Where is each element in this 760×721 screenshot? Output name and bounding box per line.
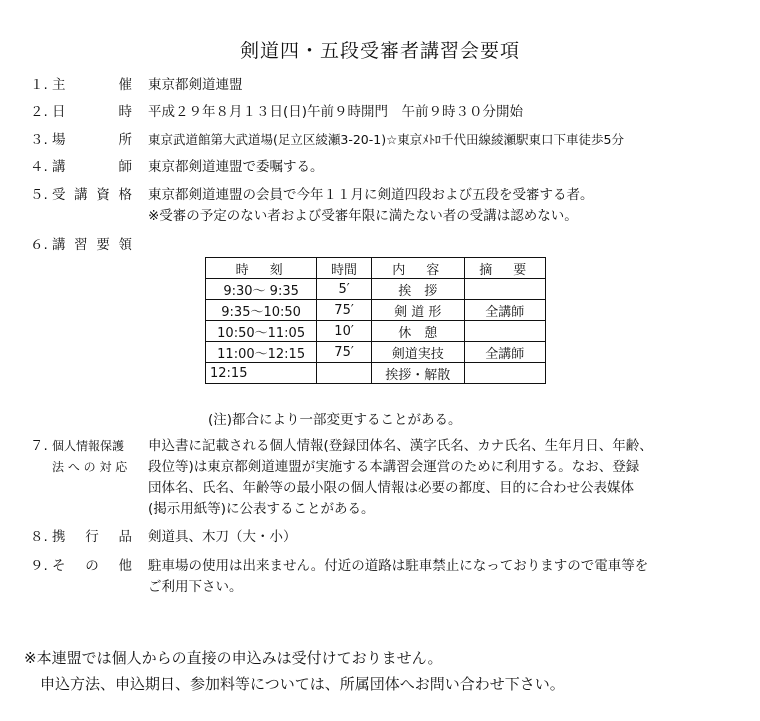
item-5-label-char: 資 [96, 187, 110, 203]
item-5-label-char: 受 [52, 187, 66, 203]
item-2-label-char: 日 [52, 104, 66, 120]
item-1-label-char: 催 [118, 77, 132, 93]
schedule-time: 9:35～10:50 [206, 300, 317, 321]
item-3-label [52, 131, 132, 149]
item-2-label [52, 103, 132, 121]
item-6-label [52, 236, 132, 254]
item-9-label-char: そ [52, 558, 66, 574]
item-5-number: ５. [30, 187, 48, 203]
schedule-content: 休 憩 [371, 321, 464, 342]
item-9-text-line: ご利用下さい。 [148, 579, 243, 595]
schedule-remarks: 全講師 [464, 342, 545, 363]
item-5-value-note: ※受審の予定のない者および受審年限に満たない者の受講は認めない。 [148, 208, 578, 224]
schedule-content: 剣 道 形 [371, 300, 464, 321]
item-1-label [52, 76, 132, 94]
schedule-content: 挨 拶 [371, 279, 464, 300]
item-9-label [52, 557, 132, 575]
schedule-row [206, 363, 546, 384]
item-6-label-char: 習 [74, 237, 88, 253]
schedule-time: 11:00～12:15 [206, 342, 317, 363]
item-3-number: ３. [30, 132, 48, 148]
schedule-duration: 10′ [317, 321, 372, 342]
item-7-text-line: (掲示用紙等)に公表することがある。 [148, 501, 375, 517]
item-6-label-char: 講 [52, 237, 66, 253]
item-3-value: 東京武道館第大武道場(足立区綾瀬3-20-1)☆東京ﾒﾄﾛ千代田線綾瀬駅東口下車徒歩5分 [148, 132, 624, 147]
item-3-label-char: 所 [118, 132, 132, 148]
schedule-row [206, 342, 546, 363]
item-5-label-char: 講 [74, 187, 88, 203]
item-8-label-char: 品 [118, 529, 132, 545]
schedule-remarks [464, 279, 545, 300]
item-7-text-line: 団体名、氏名、年齢等の最小限の個人情報は必要の都度、目的に合わせ公表媒体 [148, 480, 634, 496]
schedule-row [206, 300, 546, 321]
item-3-label-char: 場 [52, 132, 66, 148]
item-9-number: ９. [30, 558, 48, 574]
item-4-value: 東京都剣道連盟で委嘱する。 [148, 159, 324, 175]
item-4-label-char: 講 [52, 159, 66, 175]
schedule-header-content: 内 容 [371, 258, 464, 279]
item-7-text-line: 段位等)は東京都剣道連盟が実施する本講習会運営のために利用する。なお、登録 [148, 459, 640, 475]
schedule-header-row [206, 258, 546, 279]
item-7-text-line: 申込書に記載される個人情報(登録団体名、漢字氏名、カナ氏名、生年月日、年齢、 [148, 438, 653, 454]
schedule-time: 12:15 [206, 363, 317, 384]
item-6-label-char: 領 [118, 237, 132, 253]
item-8-label [52, 528, 132, 546]
item-9-text-line: 駐車場の使用は出来ません。付近の道路は駐車禁止になっておりますので電車等を [148, 558, 649, 574]
item-6-number: ６. [30, 237, 48, 253]
item-5-label [52, 186, 132, 204]
item-8-value: 剣道具、木刀（大・小） [148, 529, 297, 545]
schedule-remarks [464, 321, 545, 342]
footer-notice: ※本連盟では個人からの直接の申込みは受付けておりません。 [24, 649, 443, 667]
item-5-label-char: 格 [118, 187, 132, 203]
item-6-label-char: 要 [96, 237, 110, 253]
item-1-value: 東京都剣道連盟 [148, 77, 243, 93]
item-2-label-char: 時 [118, 104, 132, 120]
item-1-label-char: 主 [52, 77, 66, 93]
schedule-row [206, 279, 546, 300]
item-5-value: 東京都剣道連盟の会員で今年１１月に剣道四段および五段を受審する者。 [148, 187, 594, 203]
page-title: 剣道四・五段受審者講習会要項 [239, 40, 520, 62]
item-4-number: ４. [30, 159, 48, 175]
schedule-remarks [464, 363, 545, 384]
footer-contact-note: 申込方法、申込期日、参加料等については、所属団体へお問い合わせ下さい。 [40, 675, 565, 693]
schedule-content: 挨拶・解散 [371, 363, 464, 384]
item-9-label-char: 他 [118, 558, 132, 574]
schedule-duration [317, 363, 372, 384]
schedule-table [205, 257, 546, 384]
schedule-header-duration: 時間 [317, 258, 372, 279]
item-8-number: ８. [30, 529, 48, 545]
item-2-value: 平成２９年８月１３日(日)午前９時開門 午前９時３０分開始 [148, 104, 524, 120]
schedule-duration: 5′ [317, 279, 372, 300]
item-4-label [52, 158, 132, 176]
item-7-label-line1: 個人情報保護 [52, 439, 125, 453]
item-1-number: １. [30, 77, 48, 93]
schedule-header-remarks: 摘 要 [464, 258, 545, 279]
schedule-content: 剣道実技 [371, 342, 464, 363]
item-2-number: ２. [30, 104, 48, 120]
schedule-header-time: 時 刻 [206, 258, 317, 279]
item-7-number: ７. [30, 438, 48, 454]
schedule-remarks: 全講師 [464, 300, 545, 321]
item-7-label-line2: 法 へ の 対 応 [52, 460, 128, 474]
schedule-time: 9:30～ 9:35 [206, 279, 317, 300]
schedule-row [206, 321, 546, 342]
schedule-duration: 75′ [317, 342, 372, 363]
item-8-label-char: 行 [85, 529, 99, 545]
schedule-duration: 75′ [317, 300, 372, 321]
schedule-footnote: (注)都合により一部変更することがある。 [208, 412, 462, 428]
item-8-label-char: 携 [52, 529, 66, 545]
item-9-label-char: の [85, 558, 99, 574]
item-4-label-char: 師 [118, 159, 132, 175]
schedule-time: 10:50～11:05 [206, 321, 317, 342]
